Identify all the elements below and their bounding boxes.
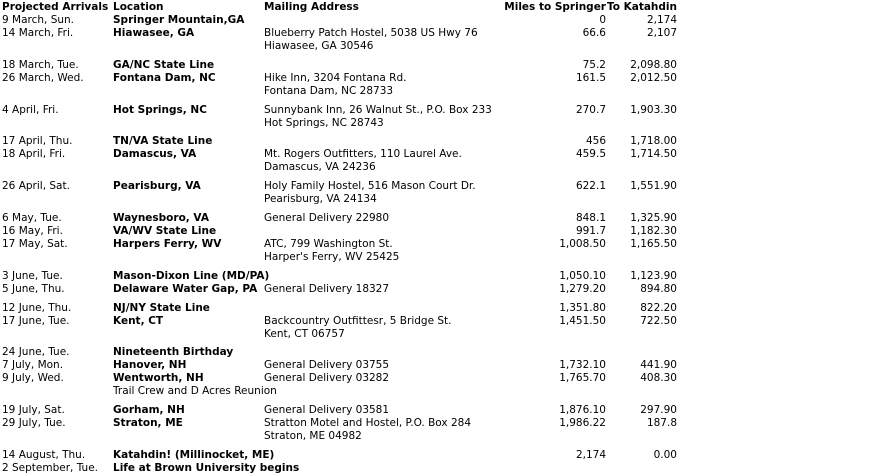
miles-to-springer-cell: 1,008.50 bbox=[559, 237, 606, 250]
date-cell: 5 June, Thu. bbox=[2, 282, 65, 295]
header-to-katahdin: To Katahdin bbox=[606, 1, 677, 13]
table-row bbox=[2, 417, 882, 430]
table-row bbox=[2, 359, 882, 372]
miles-to-springer-cell: 0 bbox=[599, 14, 606, 26]
location-cell: Fontana Dam, NC bbox=[113, 71, 216, 84]
miles-to-springer-cell: 1,876.10 bbox=[559, 404, 606, 417]
table-row bbox=[2, 135, 882, 148]
miles-to-springer-cell: 848.1 bbox=[575, 211, 606, 224]
address-cell: Sunnybank Inn, 26 Walnut St., P.O. Box 233 bbox=[264, 103, 492, 116]
location-cell: Kent, CT bbox=[113, 314, 164, 327]
table-row bbox=[2, 85, 882, 98]
miles-to-springer-cell: 1,986.22 bbox=[559, 417, 606, 430]
address-cell: General Delivery 03755 bbox=[264, 359, 390, 372]
miles-to-springer-cell: 1,279.20 bbox=[559, 282, 606, 295]
address-cell: General Delivery 22980 bbox=[264, 211, 390, 224]
address-cell: General Delivery 03581 bbox=[264, 404, 390, 417]
address-cell: Pearisburg, VA 24134 bbox=[264, 193, 377, 206]
to-katahdin-cell: 822.20 bbox=[640, 301, 677, 314]
address-cell: Kent, CT 06757 bbox=[264, 327, 345, 340]
location-cell: Damascus, VA bbox=[113, 148, 197, 161]
table-row bbox=[2, 225, 882, 238]
table-row bbox=[2, 40, 882, 53]
date-cell: 3 June, Tue. bbox=[2, 269, 63, 282]
table-row bbox=[2, 161, 882, 174]
address-cell: General Delivery 03282 bbox=[264, 372, 390, 385]
to-katahdin-cell: 722.50 bbox=[640, 314, 677, 327]
location-cell: Springer Mountain,GA bbox=[113, 14, 245, 26]
miles-to-springer-cell: 161.5 bbox=[575, 71, 606, 84]
location-cell: Waynesboro, VA bbox=[113, 211, 209, 224]
to-katahdin-cell: 2,107 bbox=[646, 27, 677, 39]
address-cell: Harper's Ferry, WV 25425 bbox=[264, 250, 400, 263]
date-cell: 4 April, Fri. bbox=[2, 103, 59, 116]
address-cell: Straton, ME 04982 bbox=[264, 430, 362, 443]
date-cell: 17 June, Tue. bbox=[2, 314, 70, 327]
header-row bbox=[2, 1, 882, 14]
table-row bbox=[2, 212, 882, 225]
location-cell: Harpers Ferry, WV bbox=[113, 237, 222, 250]
to-katahdin-cell: 894.80 bbox=[640, 282, 677, 295]
location-cell: TN/VA State Line bbox=[113, 135, 213, 148]
address-cell: Hot Springs, NC 28743 bbox=[264, 116, 384, 129]
miles-to-springer-cell: 2,174 bbox=[575, 448, 606, 461]
location-cell: Hot Springs, NC bbox=[113, 103, 207, 116]
to-katahdin-cell: 1,165.50 bbox=[630, 237, 677, 250]
address-cell: Hiawasee, GA 30546 bbox=[264, 40, 374, 52]
table-row bbox=[2, 14, 882, 27]
miles-to-springer-cell: 66.6 bbox=[582, 27, 606, 39]
address-cell: ATC, 799 Washington St. bbox=[264, 237, 393, 250]
location-cell: Pearisburg, VA bbox=[113, 180, 201, 193]
date-cell: 17 April, Thu. bbox=[2, 135, 73, 148]
miles-to-springer-cell: 270.7 bbox=[575, 103, 606, 116]
table-row bbox=[2, 251, 882, 264]
address-cell: Fontana Dam, NC 28733 bbox=[264, 84, 394, 97]
to-katahdin-cell: 0.00 bbox=[653, 448, 677, 461]
to-katahdin-cell: 1,551.90 bbox=[630, 180, 677, 193]
location-cell: Wentworth, NH bbox=[113, 372, 204, 385]
to-katahdin-cell: 297.90 bbox=[640, 404, 677, 417]
location-cell: Nineteenth Birthday bbox=[113, 346, 234, 359]
table-row bbox=[2, 72, 882, 85]
location-cell: Life at Brown University begins bbox=[113, 461, 300, 474]
date-cell: 7 July, Mon. bbox=[2, 359, 64, 372]
miles-to-springer-cell: 459.5 bbox=[575, 148, 606, 161]
to-katahdin-cell: 441.90 bbox=[640, 359, 677, 372]
miles-to-springer-cell: 1,451.50 bbox=[559, 314, 606, 327]
address-cell: General Delivery 18327 bbox=[264, 282, 390, 295]
address-cell: Damascus, VA 24236 bbox=[264, 161, 376, 174]
date-cell: 2 September, Tue. bbox=[2, 461, 99, 474]
miles-to-springer-cell: 991.7 bbox=[575, 224, 606, 237]
table-row bbox=[2, 117, 882, 130]
itinerary-rows bbox=[2, 14, 882, 475]
date-cell: 18 March, Tue. bbox=[2, 58, 79, 71]
date-cell: 18 April, Fri. bbox=[2, 148, 66, 161]
table-row bbox=[2, 104, 882, 117]
note-cell: Trail Crew and D Acres Reunion bbox=[113, 385, 277, 398]
location-cell: Katahdin! (Millinocket, ME) bbox=[113, 448, 275, 461]
table-row bbox=[2, 148, 882, 161]
miles-to-springer-cell: 75.2 bbox=[582, 58, 606, 71]
to-katahdin-cell: 1,325.90 bbox=[630, 211, 677, 224]
table-row bbox=[2, 346, 882, 359]
table-row bbox=[2, 315, 882, 328]
itinerary-table bbox=[2, 1, 882, 475]
location-cell: Straton, ME bbox=[113, 417, 183, 430]
header-date: Projected Arrivals bbox=[2, 1, 109, 13]
to-katahdin-cell: 1,903.30 bbox=[630, 103, 677, 116]
table-row bbox=[2, 238, 882, 251]
location-cell: Hiawasee, GA bbox=[113, 27, 195, 39]
to-katahdin-cell: 1,718.00 bbox=[630, 135, 677, 148]
table-row bbox=[2, 193, 882, 206]
table-row bbox=[2, 27, 882, 40]
date-cell: 14 August, Thu. bbox=[2, 448, 86, 461]
date-cell: 16 May, Fri. bbox=[2, 224, 63, 237]
miles-to-springer-cell: 1,765.70 bbox=[559, 372, 606, 385]
miles-to-springer-cell: 1,050.10 bbox=[559, 269, 606, 282]
location-cell: VA/WV State Line bbox=[113, 224, 217, 237]
location-cell: Mason-Dixon Line (MD/PA) bbox=[113, 269, 270, 282]
to-katahdin-cell: 1,123.90 bbox=[630, 269, 677, 282]
date-cell: 6 May, Tue. bbox=[2, 211, 62, 224]
table-row bbox=[2, 302, 882, 315]
date-cell: 9 July, Wed. bbox=[2, 372, 64, 385]
miles-to-springer-cell: 456 bbox=[585, 135, 606, 148]
table-row bbox=[2, 180, 882, 193]
table-row bbox=[2, 430, 882, 443]
to-katahdin-cell: 2,174 bbox=[646, 14, 677, 26]
miles-to-springer-cell: 1,351.80 bbox=[559, 301, 606, 314]
date-cell: 9 March, Sun. bbox=[2, 14, 75, 26]
table-row bbox=[2, 283, 882, 296]
to-katahdin-cell: 2,098.80 bbox=[630, 58, 677, 71]
header-address: Mailing Address bbox=[264, 1, 359, 13]
address-cell: Holy Family Hostel, 516 Mason Court Dr. bbox=[264, 180, 476, 193]
table-row bbox=[2, 462, 882, 475]
header-miles-to-springer: Miles to Springer bbox=[504, 1, 606, 13]
address-cell: Stratton Motel and Hostel, P.O. Box 284 bbox=[264, 417, 471, 430]
date-cell: 26 March, Wed. bbox=[2, 71, 84, 84]
to-katahdin-cell: 1,714.50 bbox=[630, 148, 677, 161]
location-cell: Gorham, NH bbox=[113, 404, 185, 417]
location-cell: Hanover, NH bbox=[113, 359, 187, 372]
date-cell: 26 April, Sat. bbox=[2, 180, 70, 193]
date-cell: 24 June, Tue. bbox=[2, 346, 70, 359]
to-katahdin-cell: 408.30 bbox=[640, 372, 677, 385]
miles-to-springer-cell: 622.1 bbox=[575, 180, 606, 193]
table-row bbox=[2, 270, 882, 283]
header-location: Location bbox=[113, 1, 164, 13]
to-katahdin-cell: 2,012.50 bbox=[630, 71, 677, 84]
table-row bbox=[2, 372, 882, 385]
table-row bbox=[2, 59, 882, 72]
to-katahdin-cell: 187.8 bbox=[646, 417, 677, 430]
date-cell: 14 March, Fri. bbox=[2, 27, 74, 39]
to-katahdin-cell: 1,182.30 bbox=[630, 224, 677, 237]
address-cell: Backcountry Outfittesr, 5 Bridge St. bbox=[264, 314, 452, 327]
date-cell: 29 July, Tue. bbox=[2, 417, 66, 430]
date-cell: 17 May, Sat. bbox=[2, 237, 68, 250]
location-cell: NJ/NY State Line bbox=[113, 301, 210, 314]
date-cell: 19 July, Sat. bbox=[2, 404, 65, 417]
miles-to-springer-cell: 1,732.10 bbox=[559, 359, 606, 372]
address-cell: Mt. Rogers Outfitters, 110 Laurel Ave. bbox=[264, 148, 462, 161]
table-row bbox=[2, 328, 882, 341]
date-cell: 12 June, Thu. bbox=[2, 301, 72, 314]
table-row bbox=[2, 385, 882, 398]
table-row bbox=[2, 449, 882, 462]
address-cell: Hike Inn, 3204 Fontana Rd. bbox=[264, 71, 407, 84]
address-cell: Blueberry Patch Hostel, 5038 US Hwy 76 bbox=[264, 27, 478, 39]
location-cell: Delaware Water Gap, PA bbox=[113, 282, 258, 295]
table-row bbox=[2, 404, 882, 417]
location-cell: GA/NC State Line bbox=[113, 58, 215, 71]
